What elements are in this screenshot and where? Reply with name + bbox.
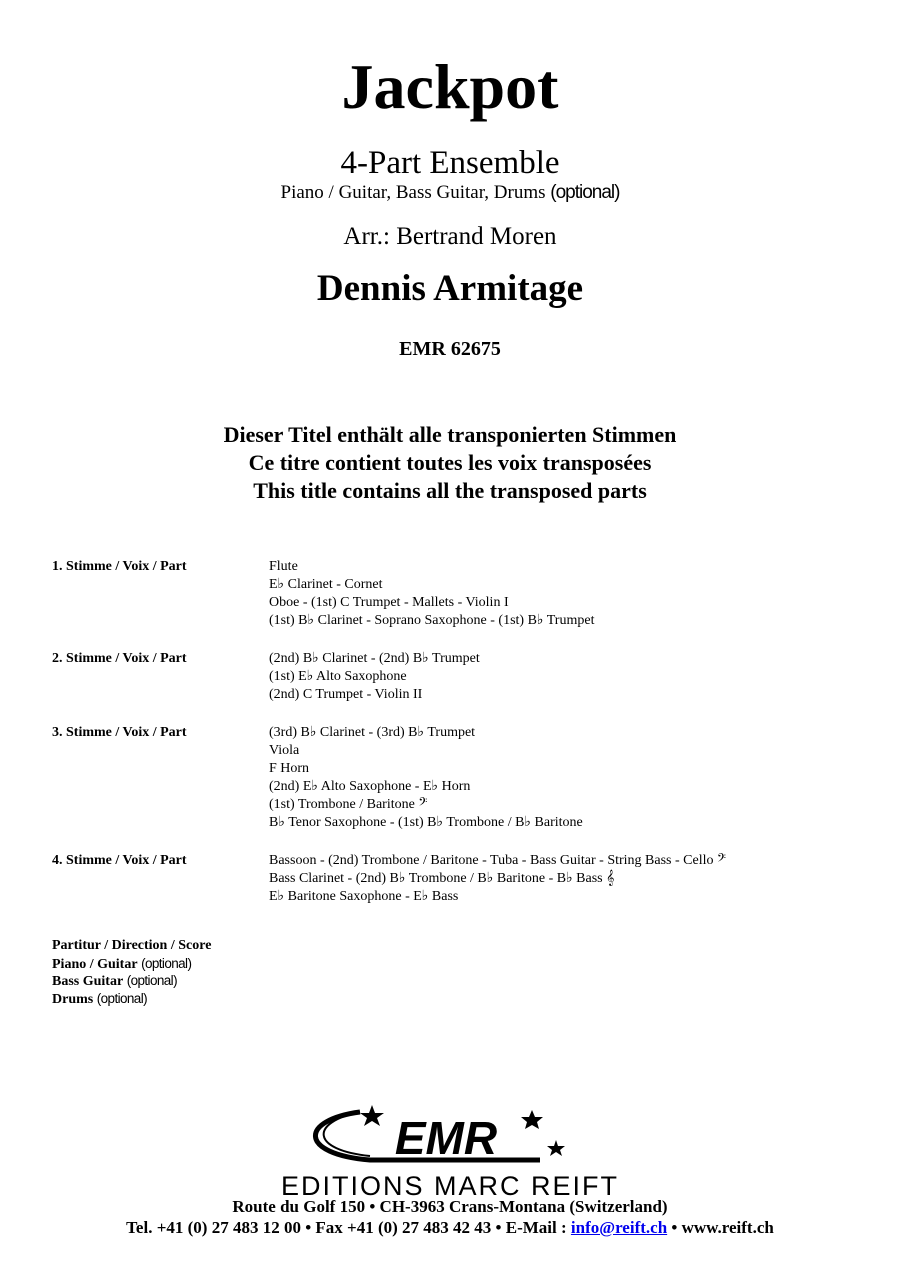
notice-german: Dieser Titel enthält alle transponierten Stimmen (223, 422, 677, 447)
part-group-label: 3. Stimme / Voix / Part (52, 725, 187, 740)
part-instrument: (1st) Trombone / Baritone 𝄢 (269, 797, 428, 812)
extra-drums-label: Drums (52, 991, 94, 1007)
notice-french: Ce titre contient toutes les voix transposées (248, 450, 652, 475)
instrumentation-line (0, 180, 900, 206)
part-instrument: F Horn (269, 761, 310, 776)
part-instrument: (2nd) C Trumpet - Violin II (269, 687, 423, 702)
extra-bass-guitar (52, 972, 211, 990)
notice-english: This title contains all the transposed parts (253, 478, 647, 503)
part-instrument: E♭ Clarinet - Cornet (269, 577, 383, 592)
part-group-instruments (269, 724, 872, 832)
publisher-contact (0, 1217, 900, 1239)
part-instrument: Viola (269, 743, 300, 758)
part-group-3 (52, 724, 872, 832)
part-group-2 (52, 650, 872, 704)
part-instrument: Bass Clarinet - (2nd) B♭ Trombone / B♭ Baritone - B♭ Bass 𝄞 (269, 871, 615, 886)
part-instrument: (3rd) B♭ Clarinet - (3rd) B♭ Trumpet (269, 725, 476, 740)
catalog-number: EMR 62675 (399, 338, 501, 360)
arranger-credit: Arr.: Bertrand Moren (343, 223, 557, 250)
extra-score (52, 937, 211, 955)
contact-phone-fax: Tel. +41 (0) 27 483 12 00 • Fax +41 (0) 27 483 42 43 • E-Mail : (126, 1218, 571, 1237)
part-instrument: Oboe - (1st) C Trumpet - Mallets - Violin I (269, 595, 509, 610)
extra-bass-guitar-label: Bass Guitar (52, 974, 124, 989)
part-group-instruments (269, 650, 872, 704)
part-instrument: (1st) B♭ Clarinet - Soprano Saxophone - (1st) B♭ Trumpet (269, 613, 595, 628)
star-icon (547, 1140, 565, 1156)
emr-logo (300, 1102, 600, 1172)
email-link[interactable]: info@reift.ch (570, 1218, 668, 1237)
extra-score-label: Partitur / Direction / Score (52, 938, 212, 953)
part-instrument: Bassoon - (2nd) Trombone / Baritone - Tuba - Bass Guitar - String Bass - Cello 𝄢 (269, 853, 726, 868)
star-icon (521, 1110, 543, 1129)
part-instrument: E♭ Baritone Saxophone - E♭ Bass (269, 889, 459, 904)
transposition-notice (0, 421, 900, 505)
part-group-1 (52, 558, 872, 630)
optional-note: (optional) (141, 955, 192, 971)
part-group-instruments (269, 558, 872, 630)
instrumentation-optional: (optional) (550, 182, 620, 203)
parts-list (52, 558, 872, 926)
part-instrument: Flute (269, 559, 298, 574)
instrumentation-main: Piano / Guitar, Bass Guitar, Drums (280, 182, 546, 203)
optional-note: (optional) (96, 990, 148, 1006)
part-instrument: (2nd) B♭ Clarinet - (2nd) B♭ Trumpet (269, 651, 480, 666)
composer-name: Dennis Armitage (316, 268, 584, 309)
publisher-address: Route du Golf 150 • CH-3963 Crans-Montana (Switzerland) (232, 1197, 668, 1216)
part-instrument: (2nd) E♭ Alto Saxophone - E♭ Horn (269, 779, 471, 794)
part-instrument: B♭ Tenor Saxophone - (1st) B♭ Trombone / B♭ Baritone (269, 815, 583, 830)
part-group-label: 1. Stimme / Voix / Part (52, 559, 187, 574)
publisher-name: EDITIONS MARC REIFT (280, 1171, 619, 1201)
extra-drums (52, 990, 211, 1008)
star-icon (360, 1105, 384, 1126)
part-group-4 (52, 852, 872, 906)
logo-text: EMR (394, 1112, 498, 1164)
part-group-label: 2. Stimme / Voix / Part (52, 651, 187, 666)
page-title: Jackpot (341, 51, 559, 122)
part-instrument: (1st) E♭ Alto Saxophone (269, 669, 407, 684)
extra-piano-guitar (52, 955, 211, 973)
optional-note: (optional) (126, 973, 177, 988)
ensemble-subtitle: 4-Part Ensemble (340, 145, 560, 181)
part-group-instruments (269, 852, 872, 906)
part-group-label: 4. Stimme / Voix / Part (52, 853, 187, 868)
contact-website: • www.reift.ch (667, 1218, 774, 1237)
additional-parts (52, 937, 211, 1007)
extra-piano-guitar-label: Piano / Guitar (52, 956, 138, 972)
